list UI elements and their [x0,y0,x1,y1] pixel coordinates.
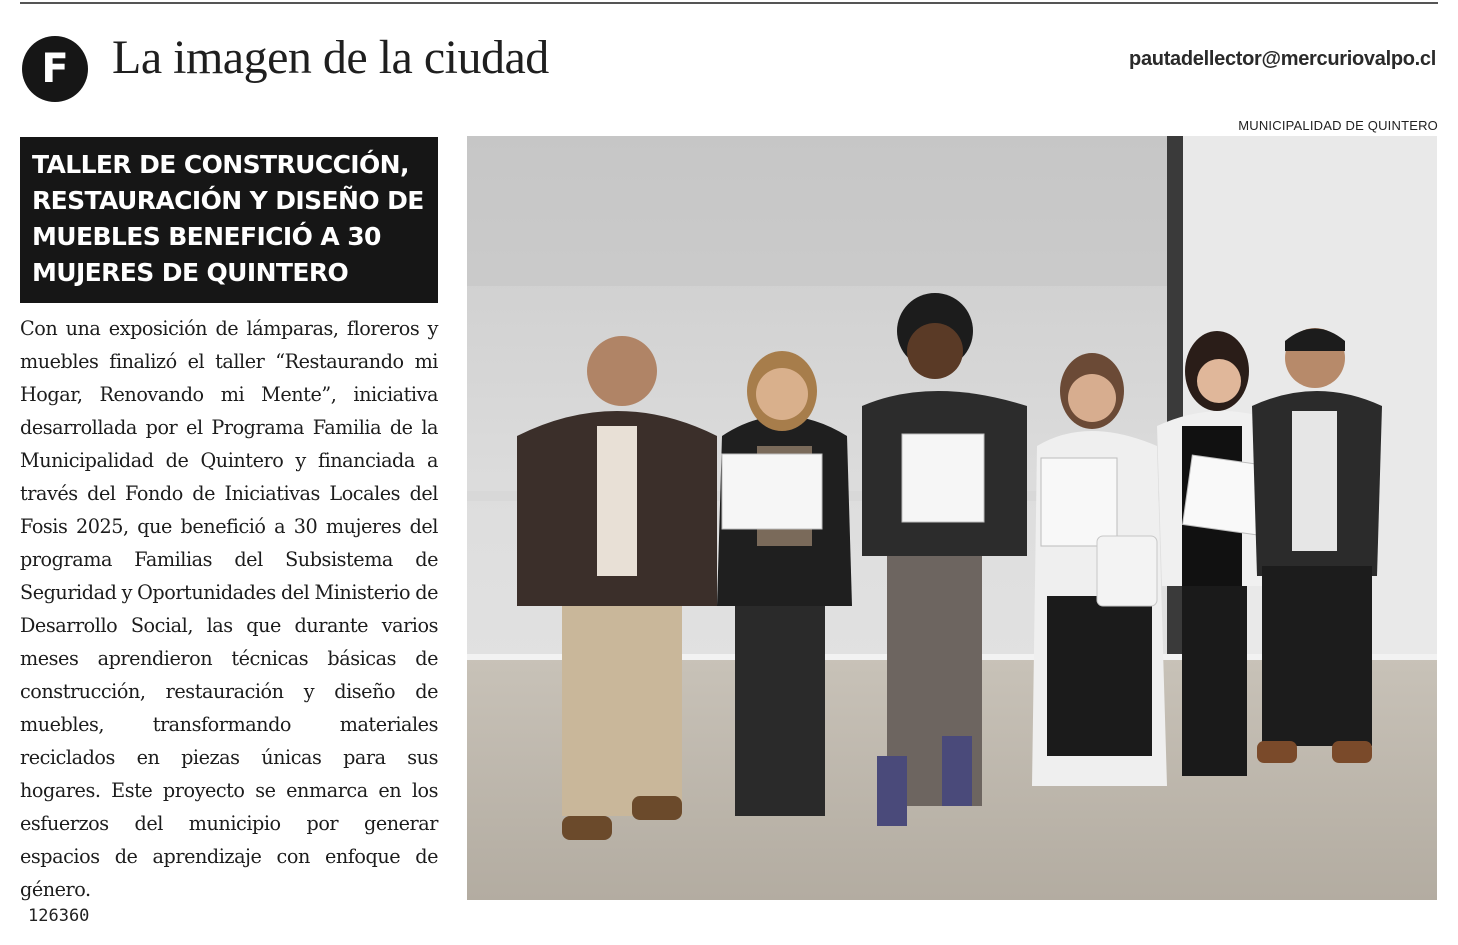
headline-box [20,137,438,303]
photo-illustration [467,136,1437,900]
article-body-text: Con una exposición de lámparas, floreros y muebles finalizó el taller “Restaurando mi Hogar, Renovando mi Mente”, iniciativa desarrollada por el Programa Familia de la Municipalidad de Quintero y financiada a través del Fondo de Iniciativas Locales del Fosis 2025, que benefició a 30 mujeres del programa Familias del Subsistema de Seguridad y Oportunidades del Ministerio de Desarrollo Social, las que durante varios meses aprendieron técnicas básicas de construcción, restauración y diseño de muebles, transformando materiales reciclados en piezas únicas para sus hogares. Este proyecto se enmarca en los esfuerzos del municipio por generar espacios de aprendizaje con enfoque de género. [20,317,438,901]
section-title: La imagen de la ciudad [112,31,549,84]
headline: TALLER DE CONSTRUCCIÓN, RESTAURACIÓN Y DISEÑO DE MUEBLES BENEFICIÓ A 30 MUJERES DE QUINTERO [32,150,424,287]
contact-email[interactable]: pautadellector@mercuriovalpo.cl [1129,48,1436,70]
top-rule [20,2,1438,4]
section-badge: F [22,36,88,102]
article-code: 126360 [28,906,90,926]
article-body [20,312,438,906]
news-photo [467,136,1437,900]
photo-credit: MUNICIPALIDAD DE QUINTERO [1238,118,1438,133]
